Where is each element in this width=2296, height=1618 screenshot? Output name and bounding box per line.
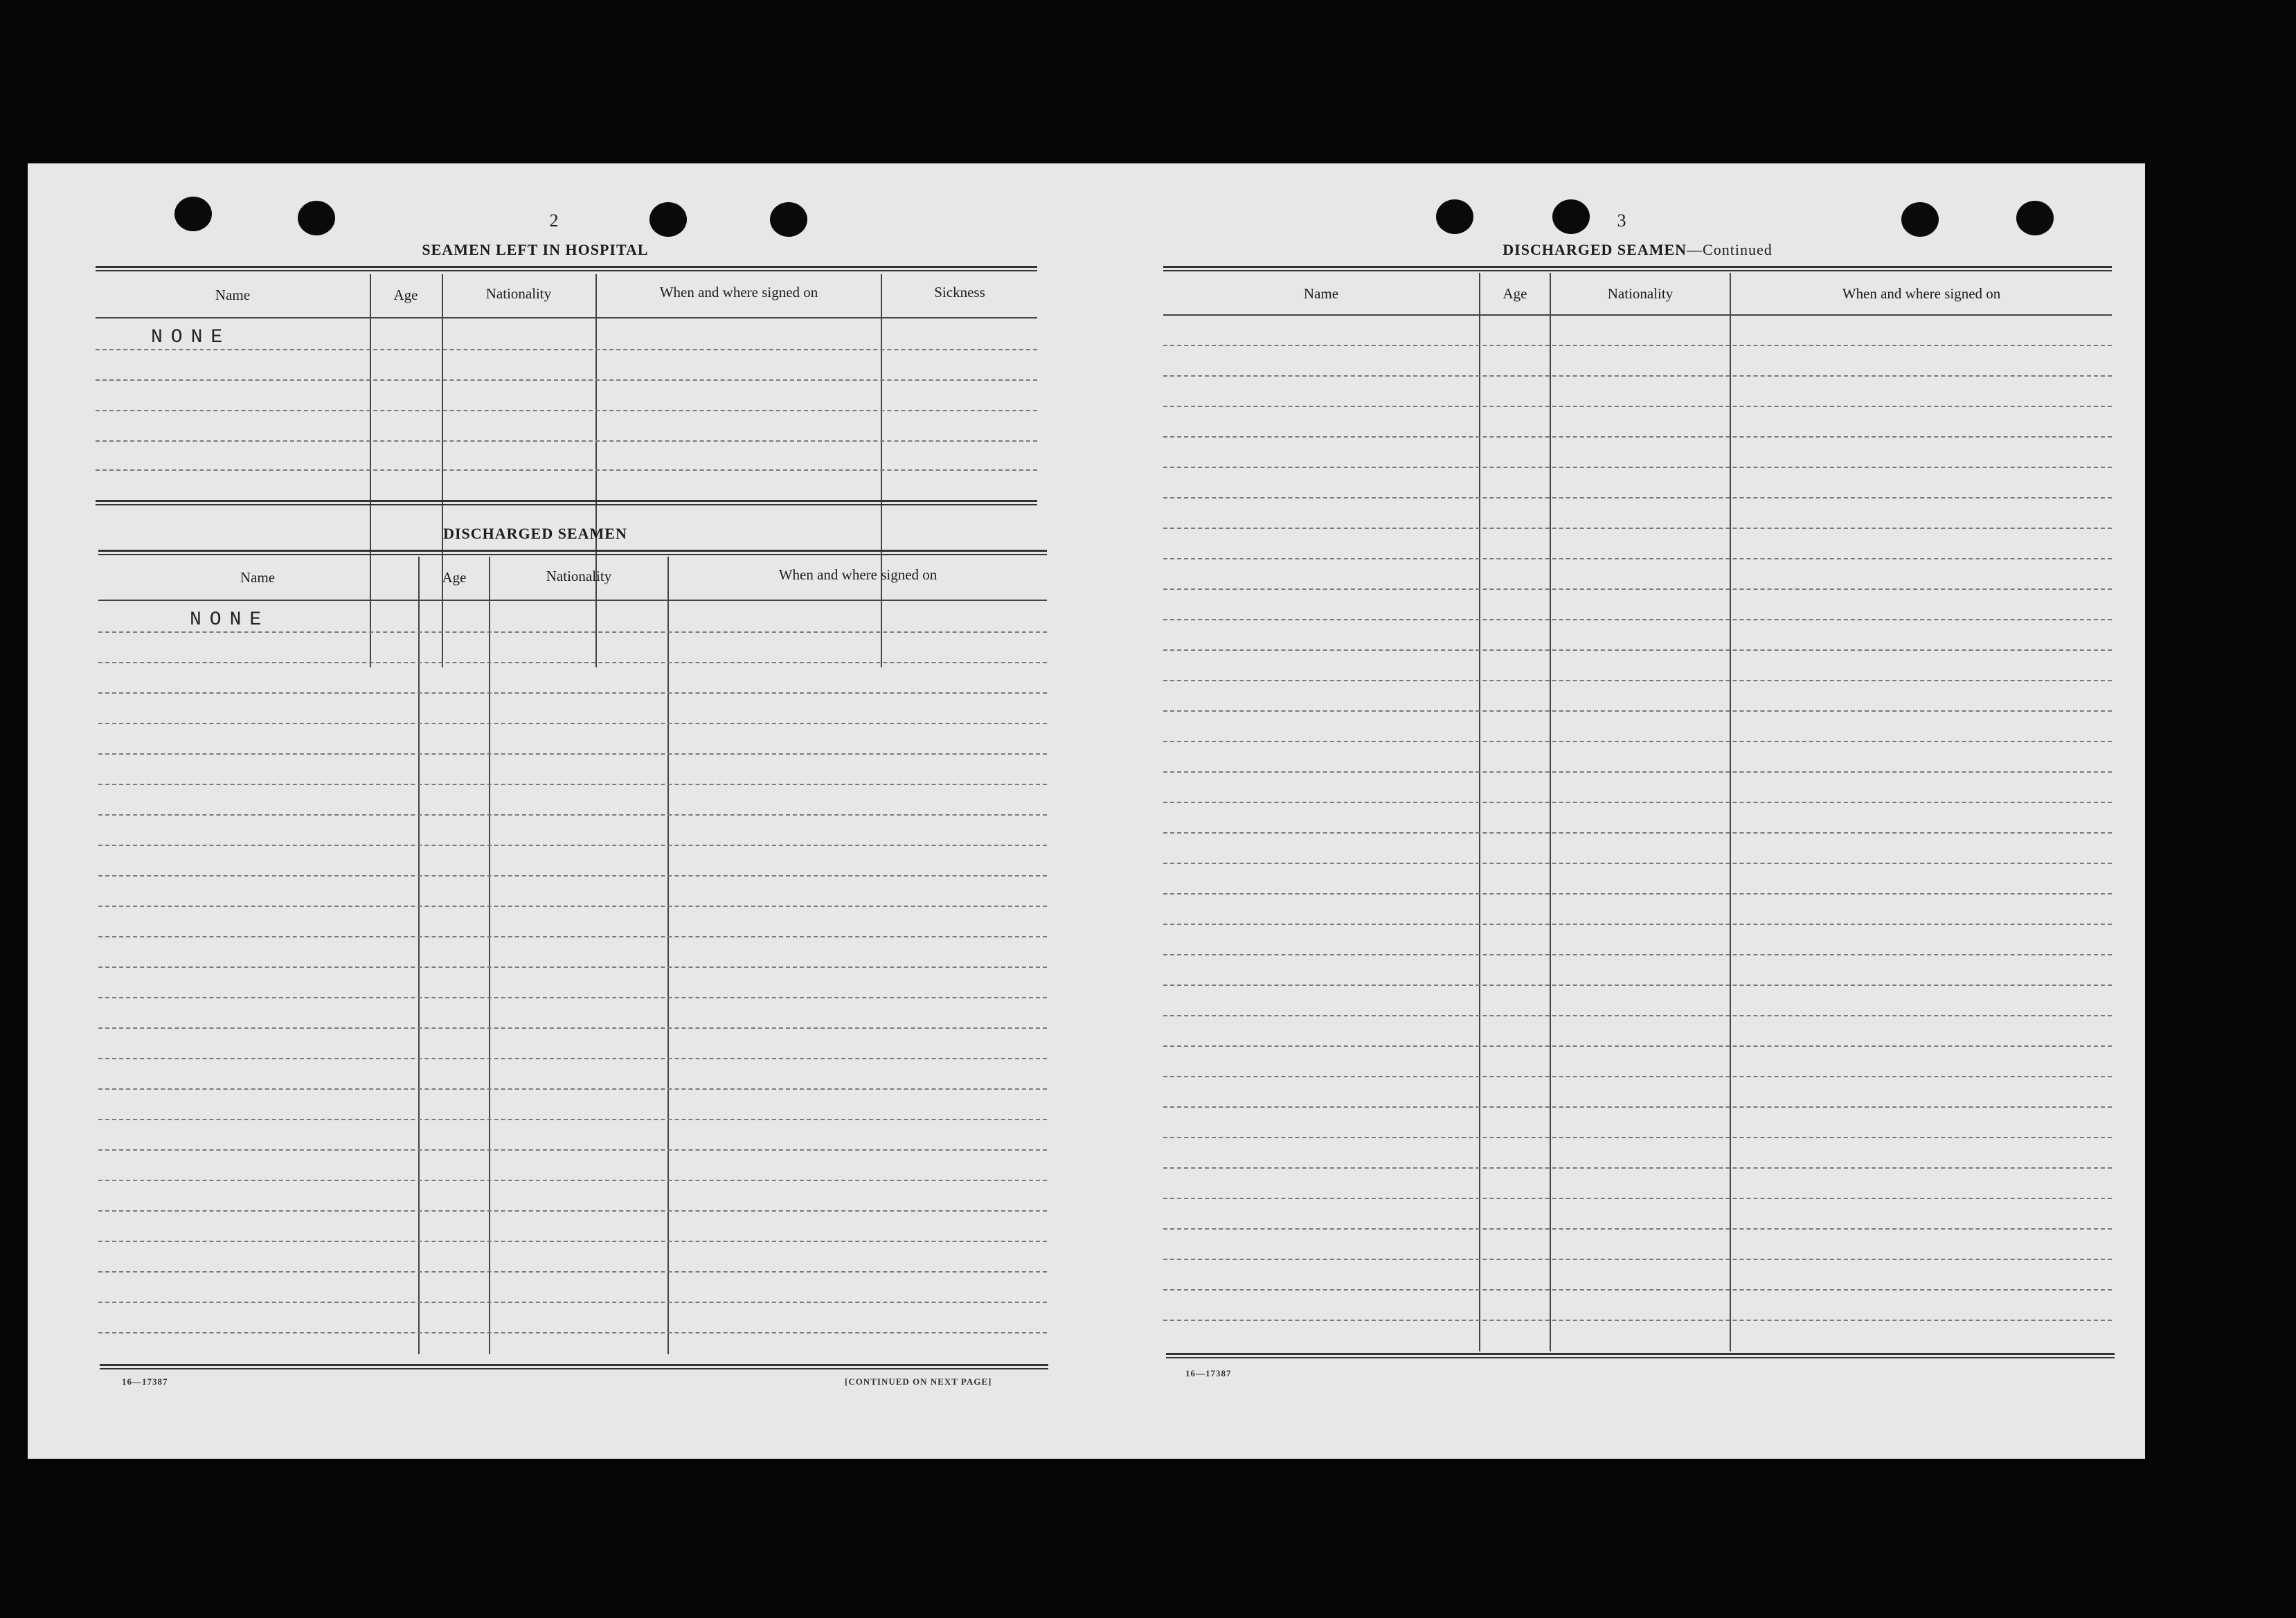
discharged-ruled-line: [98, 845, 1047, 846]
continued-ruled-line: [1163, 1106, 2112, 1108]
continued-ruled-line: [1163, 1045, 2112, 1047]
discharged-ruled-line: [98, 1088, 1047, 1090]
discharged-continued-title-suffix: —Continued: [1687, 241, 1773, 258]
continued-ruled-line: [1163, 406, 2112, 407]
continued-ruled-line: [1163, 863, 2112, 864]
punch-hole: [649, 202, 687, 237]
form-number-right: 16—17387: [1185, 1368, 1232, 1378]
discharged-section-title: DISCHARGED SEAMEN: [443, 525, 627, 542]
discharged-col-signed-on: When and where signed on: [778, 566, 938, 583]
hospital-top-rule: [96, 266, 1037, 271]
punch-hole: [1901, 202, 1939, 237]
punch-hole: [298, 201, 335, 235]
continued-ruled-line: [1163, 1076, 2112, 1077]
continued-ruled-line: [1163, 497, 2112, 498]
continued-ruled-line: [1163, 1137, 2112, 1138]
continued-ruled-line: [1163, 1167, 2112, 1169]
continued-col-divider: [1479, 273, 1480, 1351]
hospital-ruled-line: [96, 349, 1037, 350]
continued-ruled-line: [1163, 1320, 2112, 1321]
continued-bottom-rule: [1166, 1353, 2115, 1358]
continued-ruled-line: [1163, 528, 2112, 529]
continued-ruled-line: [1163, 1198, 2112, 1199]
discharged-ruled-line: [98, 967, 1047, 968]
hospital-col-divider: [881, 274, 882, 667]
continued-ruled-line: [1163, 588, 2112, 590]
discharged-ruled-line: [98, 723, 1047, 724]
hospital-ruled-line: [96, 440, 1037, 442]
page-number-left: 2: [549, 210, 559, 231]
punch-hole: [770, 202, 807, 237]
discharged-ruled-line: [98, 1058, 1047, 1059]
punch-hole: [1436, 199, 1473, 234]
discharged-col-age: Age: [442, 569, 467, 586]
discharged-ruled-line: [98, 1210, 1047, 1212]
continued-ruled-line: [1163, 467, 2112, 468]
discharged-ruled-line: [98, 662, 1047, 663]
discharged-continued-title: [1163, 241, 2112, 259]
hospital-col-age: Age: [393, 287, 418, 303]
hospital-col-signed-on: When and where signed on: [659, 284, 818, 300]
discharged-col-divider: [418, 557, 420, 1354]
continued-col-nationality: Nationality: [1607, 285, 1674, 302]
discharged-ruled-line: [98, 1302, 1047, 1303]
continued-ruled-line: [1163, 345, 2112, 346]
discharged-ruled-line: [98, 1180, 1047, 1181]
hospital-header-rule: [96, 317, 1037, 318]
discharged-continued-title-main: DISCHARGED SEAMEN: [1503, 241, 1687, 258]
discharged-ruled-line: [98, 1241, 1047, 1242]
discharged-col-divider: [667, 557, 669, 1354]
continued-ruled-line: [1163, 710, 2112, 712]
page-number-right: 3: [1617, 210, 1626, 231]
discharged-ruled-line: [98, 936, 1047, 937]
continued-ruled-line: [1163, 649, 2112, 651]
hospital-col-sickness: Sickness: [934, 284, 985, 300]
discharged-bottom-rule: [100, 1364, 1048, 1369]
discharged-entry-none: NONE: [190, 609, 270, 631]
hospital-col-divider: [595, 274, 597, 667]
continued-header-rule: [1163, 314, 2112, 316]
hospital-entry-none: NONE: [151, 327, 231, 348]
discharged-ruled-line: [98, 1332, 1047, 1333]
discharged-ruled-line: [98, 1271, 1047, 1273]
discharged-col-nationality: Nationality: [546, 568, 612, 584]
continued-note: [CONTINUED ON NEXT PAGE]: [845, 1376, 992, 1387]
punch-hole: [1552, 199, 1590, 234]
continued-ruled-line: [1163, 680, 2112, 681]
discharged-ruled-line: [98, 631, 1047, 633]
hospital-col-divider: [370, 274, 371, 667]
continued-col-divider: [1550, 273, 1551, 1351]
continued-ruled-line: [1163, 924, 2112, 925]
continued-ruled-line: [1163, 1259, 2112, 1260]
discharged-ruled-line: [98, 997, 1047, 998]
hospital-col-name: Name: [215, 287, 251, 303]
continued-ruled-line: [1163, 558, 2112, 559]
continued-col-age: Age: [1503, 285, 1527, 302]
continued-top-rule: [1163, 266, 2112, 271]
discharged-ruled-line: [98, 1119, 1047, 1120]
continued-ruled-line: [1163, 832, 2112, 834]
discharged-col-name: Name: [240, 569, 276, 586]
continued-ruled-line: [1163, 1015, 2112, 1016]
continued-ruled-line: [1163, 436, 2112, 438]
punch-hole: [2016, 201, 2054, 235]
continued-ruled-line: [1163, 1289, 2112, 1291]
discharged-ruled-line: [98, 784, 1047, 785]
discharged-top-rule: [98, 550, 1047, 555]
continued-col-divider: [1730, 273, 1731, 1351]
discharged-ruled-line: [98, 875, 1047, 877]
hospital-ruled-line: [96, 379, 1037, 381]
discharged-ruled-line: [98, 1149, 1047, 1151]
discharged-ruled-line: [98, 1027, 1047, 1029]
continued-ruled-line: [1163, 954, 2112, 955]
hospital-ruled-line: [96, 410, 1037, 411]
continued-ruled-line: [1163, 802, 2112, 803]
discharged-col-divider: [489, 557, 490, 1354]
discharged-header-rule: [98, 600, 1047, 601]
hospital-col-divider: [442, 274, 443, 667]
discharged-ruled-line: [98, 814, 1047, 816]
continued-ruled-line: [1163, 893, 2112, 895]
hospital-col-nationality: Nationality: [485, 285, 552, 302]
hospital-ruled-line: [96, 469, 1037, 471]
discharged-ruled-line: [98, 906, 1047, 907]
continued-col-signed-on: When and where signed on: [1842, 285, 2001, 302]
hospital-section-title: SEAMEN LEFT IN HOSPITAL: [422, 241, 649, 258]
punch-hole: [174, 197, 212, 231]
form-number-left: 16—17387: [122, 1376, 168, 1387]
continued-ruled-line: [1163, 1228, 2112, 1230]
continued-ruled-line: [1163, 619, 2112, 620]
document-sheet: [28, 163, 2145, 1459]
discharged-ruled-line: [98, 692, 1047, 694]
continued-ruled-line: [1163, 741, 2112, 742]
continued-ruled-line: [1163, 771, 2112, 773]
continued-col-name: Name: [1303, 285, 1339, 302]
hospital-bottom-rule: [96, 500, 1037, 505]
continued-ruled-line: [1163, 985, 2112, 986]
discharged-ruled-line: [98, 753, 1047, 755]
continued-ruled-line: [1163, 375, 2112, 377]
